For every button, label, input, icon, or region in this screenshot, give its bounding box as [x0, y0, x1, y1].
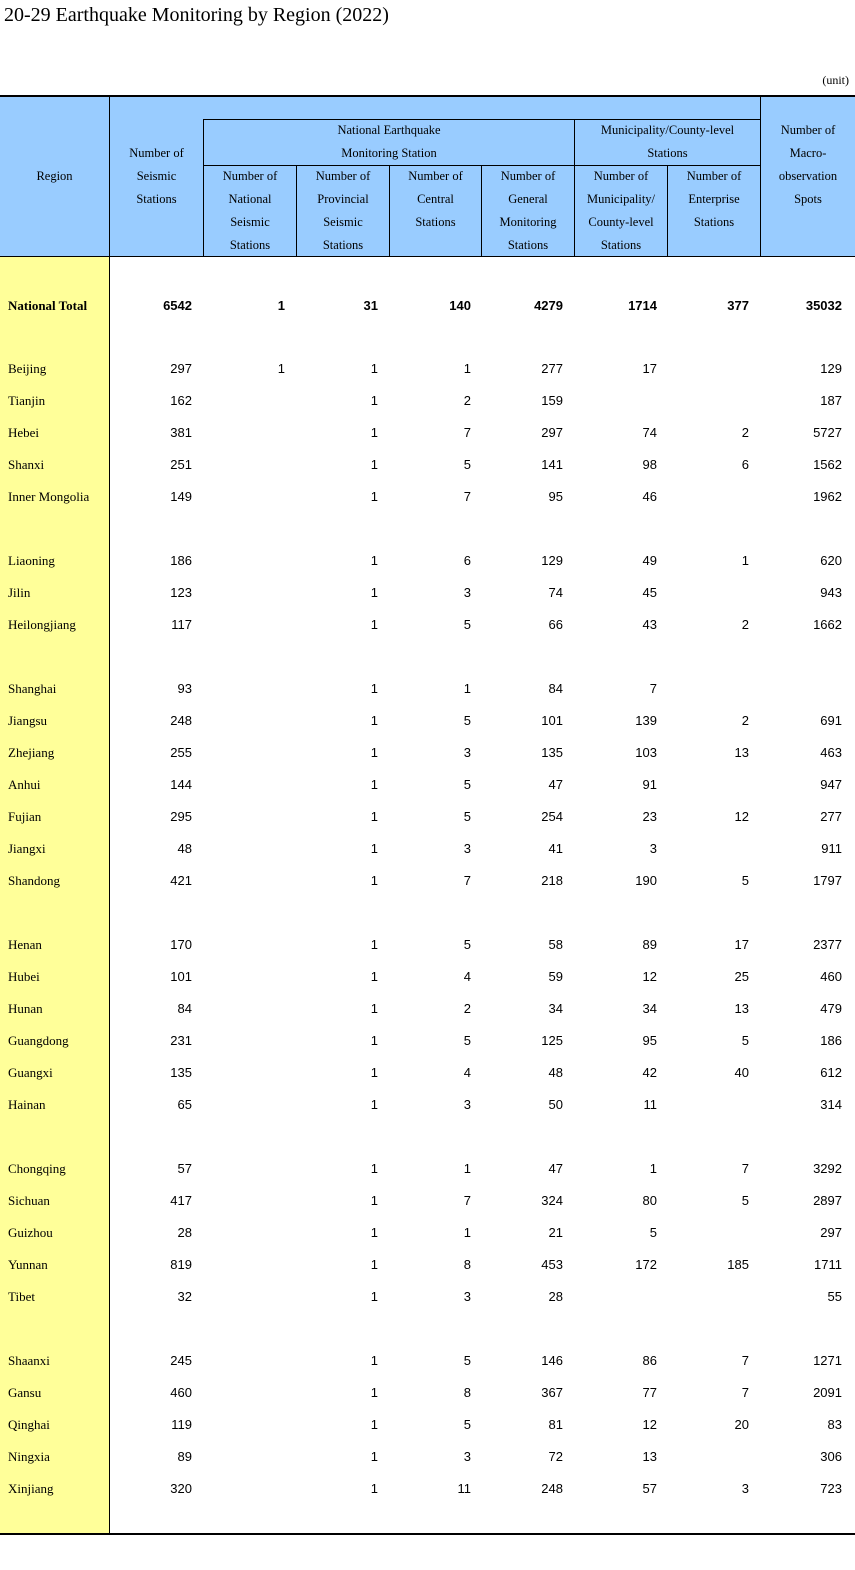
table-cell: 7 [463, 1193, 471, 1208]
table-row [0, 775, 855, 795]
region-name: Shanxi [8, 457, 45, 472]
table-cell: 95 [548, 489, 563, 504]
table-cell: 45 [642, 585, 657, 600]
table-cell: 245 [170, 1353, 192, 1368]
table-cell: 89 [177, 1449, 192, 1464]
table-cell: 40 [734, 1065, 749, 1080]
header-seismic-stations: Number of Seismic Stations [129, 146, 184, 206]
region-name: Henan [8, 937, 42, 952]
table-row [0, 807, 855, 827]
region-name: Guizhou [8, 1225, 53, 1240]
table-cell: 2 [463, 1001, 471, 1016]
header-provincial-seismic: Number of Provincial Seismic Stations [315, 169, 371, 252]
table-cell: 13 [734, 1001, 749, 1016]
table-cell: 1662 [813, 617, 842, 632]
table-cell: 314 [820, 1097, 842, 1112]
table-cell: 3 [649, 841, 657, 856]
table-cell: 50 [548, 1097, 563, 1112]
table-row [0, 1415, 855, 1435]
table-cell: 6542 [163, 298, 192, 313]
table-cell: 34 [548, 1001, 563, 1016]
table-cell: 144 [170, 777, 192, 792]
region-name: Fujian [8, 809, 42, 824]
table-cell: 89 [642, 937, 657, 952]
unit-label: (unit) [822, 73, 849, 87]
table-row [0, 1159, 855, 1179]
region-name: Jilin [8, 585, 31, 600]
table-cell: 186 [170, 553, 192, 568]
table-cell: 324 [541, 1193, 563, 1208]
table-cell: 2091 [813, 1385, 842, 1400]
table-cell: 1 [277, 298, 285, 313]
table-cell: 17 [734, 937, 749, 952]
table-row [0, 615, 855, 635]
table-cell: 13 [734, 745, 749, 760]
table-row [0, 1287, 855, 1307]
table-cell: 3 [463, 1289, 471, 1304]
table-cell: 277 [820, 809, 842, 824]
table-cell: 421 [170, 873, 192, 888]
table-cell: 5 [741, 1033, 749, 1048]
table-cell: 947 [820, 777, 842, 792]
table-cell: 1 [370, 1193, 378, 1208]
header-general: Number of General Monitoring Stations [499, 169, 557, 252]
table-cell: 723 [820, 1481, 842, 1496]
table-row [0, 359, 855, 379]
table-cell: 28 [177, 1225, 192, 1240]
table-cell: 1 [463, 361, 471, 376]
table-cell: 231 [170, 1033, 192, 1048]
table-cell: 460 [170, 1385, 192, 1400]
table-cell: 72 [548, 1449, 563, 1464]
table-cell: 463 [820, 745, 842, 760]
table-cell: 11 [457, 1481, 471, 1496]
table-cell: 91 [642, 777, 657, 792]
table-row [0, 935, 855, 955]
table-cell: 185 [727, 1257, 749, 1272]
table-cell: 819 [170, 1257, 192, 1272]
table-cell: 170 [170, 937, 192, 952]
table-cell: 7 [741, 1385, 749, 1400]
region-name: Guangdong [8, 1033, 69, 1048]
table-row [0, 1255, 855, 1275]
table-cell: 48 [177, 841, 192, 856]
table-cell: 66 [548, 617, 563, 632]
page-title: 20-29 Earthquake Monitoring by Region (2022) [4, 4, 389, 26]
table-cell: 218 [541, 873, 563, 888]
table-cell: 1 [370, 585, 378, 600]
table-row [0, 967, 855, 987]
table-cell: 1 [370, 1353, 378, 1368]
region-name: Chongqing [8, 1161, 66, 1176]
table-cell: 125 [541, 1033, 563, 1048]
table-cell: 1 [370, 1097, 378, 1112]
table-cell: 23 [642, 809, 657, 824]
table-cell: 123 [170, 585, 192, 600]
region-name: Shandong [8, 873, 60, 888]
table-cell: 7 [463, 425, 471, 440]
table-cell: 417 [170, 1193, 192, 1208]
table-cell: 74 [548, 585, 563, 600]
region-name: Hebei [8, 425, 40, 440]
table-cell: 620 [820, 553, 842, 568]
total-row [0, 296, 855, 316]
table-cell: 297 [170, 361, 192, 376]
table-cell: 1 [370, 1225, 378, 1240]
table-cell: 135 [541, 745, 563, 760]
table-cell: 297 [541, 425, 563, 440]
table-cell: 80 [642, 1193, 657, 1208]
table-cell: 139 [635, 713, 657, 728]
table-cell: 5 [649, 1225, 657, 1240]
table-cell: 3 [463, 745, 471, 760]
table-cell: 3 [463, 585, 471, 600]
table-cell: 46 [642, 489, 657, 504]
table-cell: 2 [463, 393, 471, 408]
region-name: Sichuan [8, 1193, 50, 1208]
table-cell: 17 [642, 361, 657, 376]
table-cell: 1 [370, 1257, 378, 1272]
table-cell: 6 [741, 457, 749, 472]
table-row [0, 679, 855, 699]
table-cell: 1 [463, 1225, 471, 1240]
table-row [0, 1479, 855, 1499]
table-cell: 5 [463, 777, 471, 792]
table-cell: 1 [463, 1161, 471, 1176]
table-row [0, 391, 855, 411]
table-cell: 42 [642, 1065, 657, 1080]
region-name: Gansu [8, 1385, 42, 1400]
table-cell: 13 [642, 1449, 657, 1464]
table-cell: 1 [370, 457, 378, 472]
table-cell: 377 [727, 298, 749, 313]
region-name: Xinjiang [8, 1481, 54, 1496]
table-cell: 5 [463, 1033, 471, 1048]
table-header [0, 97, 855, 257]
table-cell: 119 [171, 1417, 192, 1432]
table-cell: 77 [642, 1385, 657, 1400]
table-cell: 1 [370, 617, 378, 632]
table-cell: 25 [734, 969, 749, 984]
table-cell: 12 [642, 969, 657, 984]
table-cell: 1 [277, 361, 285, 376]
table-cell: 101 [541, 713, 563, 728]
table-row [0, 455, 855, 475]
table-cell: 48 [548, 1065, 563, 1080]
table-cell: 58 [548, 937, 563, 952]
table-cell: 2377 [813, 937, 842, 952]
table-cell: 251 [170, 457, 192, 472]
table-cell: 172 [635, 1257, 657, 1272]
header-region: Region [36, 169, 73, 183]
table-cell: 911 [821, 841, 842, 856]
header-enterprise: Number of Enterprise Stations [686, 169, 742, 229]
table-cell: 1 [370, 361, 378, 376]
table-cell: 135 [170, 1065, 192, 1080]
table-cell: 381 [170, 425, 192, 440]
table-cell: 6 [463, 553, 471, 568]
header-municipal-group: Municipality/County-level Stations [600, 123, 735, 160]
region-name: Yunnan [8, 1257, 48, 1272]
table-cell: 49 [642, 553, 657, 568]
table-bottom-rule [0, 1533, 855, 1535]
table-cell: 47 [548, 1161, 563, 1176]
table-cell: 101 [170, 969, 192, 984]
table-cell: 43 [642, 617, 657, 632]
header-national-group: National Earthquake Monitoring Station [337, 123, 441, 160]
table-cell: 1 [370, 425, 378, 440]
table-cell: 297 [820, 1225, 842, 1240]
table-cell: 74 [642, 425, 657, 440]
table-row [0, 1031, 855, 1051]
table-cell: 59 [548, 969, 563, 984]
table-cell: 1 [370, 1033, 378, 1048]
table-cell: 86 [642, 1353, 657, 1368]
table-cell: 1 [370, 1065, 378, 1080]
table-row [0, 999, 855, 1019]
table-cell: 2 [741, 425, 749, 440]
table-cell: 129 [541, 553, 563, 568]
region-name: Heilongjiang [8, 617, 76, 632]
table-cell: 1 [370, 553, 378, 568]
table-cell: 1 [370, 969, 378, 984]
table-cell: 1 [370, 777, 378, 792]
table-cell: 254 [541, 809, 563, 824]
table-cell: 47 [548, 777, 563, 792]
table-cell: 5 [741, 873, 749, 888]
region-name: Qinghai [8, 1417, 50, 1432]
table-row [0, 423, 855, 443]
table-cell: 1 [463, 681, 471, 696]
table-row [0, 551, 855, 571]
region-name: Jiangxi [8, 841, 46, 856]
table-cell: 255 [170, 745, 192, 760]
table-row [0, 1191, 855, 1211]
table-cell: 5 [463, 617, 471, 632]
table-row [0, 711, 855, 731]
table-cell: 21 [548, 1225, 563, 1240]
table-cell: 691 [820, 713, 842, 728]
table-cell: 41 [548, 841, 563, 856]
region-name: Liaoning [8, 553, 55, 568]
table-row [0, 583, 855, 603]
table-cell: 5 [463, 713, 471, 728]
region-name: Beijing [8, 361, 47, 376]
table-cell: 2 [741, 617, 749, 632]
table-cell: 1714 [628, 298, 657, 313]
table-row [0, 1063, 855, 1083]
table-cell: 98 [642, 457, 657, 472]
table-cell: 1 [370, 1481, 378, 1496]
table-cell: 295 [170, 809, 192, 824]
table-cell: 5 [463, 1417, 471, 1432]
table-cell: 187 [820, 393, 842, 408]
table-cell: 1711 [814, 1257, 842, 1272]
table-cell: 1797 [813, 873, 842, 888]
table-cell: 20 [734, 1417, 749, 1432]
table-cell: 28 [548, 1289, 563, 1304]
region-name: Zhejiang [8, 745, 55, 760]
table-cell: 943 [820, 585, 842, 600]
table-cell: 84 [548, 681, 563, 696]
table-cell: 3 [463, 1097, 471, 1112]
region-name: Shanghai [8, 681, 57, 696]
region-name: Inner Mongolia [8, 489, 90, 504]
table-cell: 149 [170, 489, 192, 504]
table-cell: 1 [370, 681, 378, 696]
table-row [0, 1351, 855, 1371]
table-cell: 1 [370, 937, 378, 952]
table-cell: 32 [177, 1289, 192, 1304]
table-cell: 1 [370, 1417, 378, 1432]
table-cell: 4 [463, 1065, 471, 1080]
table-cell: 3 [463, 1449, 471, 1464]
table-cell: 460 [820, 969, 842, 984]
table-cell: 55 [827, 1289, 842, 1304]
table-cell: 2 [741, 713, 749, 728]
table-cell: 159 [541, 393, 563, 408]
header-municipal-county: Number of Municipality/ County-level Stations [586, 169, 656, 252]
table-cell: 1 [370, 713, 378, 728]
header-central: Number of Central Stations [408, 169, 463, 229]
table-cell: 146 [541, 1353, 563, 1368]
table-cell: 248 [541, 1481, 563, 1496]
table-cell: 3 [463, 841, 471, 856]
region-name: Hunan [8, 1001, 43, 1016]
region-name: Anhui [8, 777, 41, 792]
table-cell: 3 [741, 1481, 749, 1496]
table-cell: 4 [463, 969, 471, 984]
table-cell: 1 [370, 1449, 378, 1464]
table-cell: 1 [370, 1289, 378, 1304]
region-name: Guangxi [8, 1065, 53, 1080]
table-row [0, 1447, 855, 1467]
table-cell: 57 [642, 1481, 657, 1496]
table-cell: 65 [177, 1097, 192, 1112]
table-cell: 320 [170, 1481, 192, 1496]
table-cell: 83 [827, 1417, 842, 1432]
table-cell: 103 [635, 745, 657, 760]
table-cell: 5 [463, 1353, 471, 1368]
region-name: National Total [8, 298, 88, 313]
table-cell: 367 [541, 1385, 563, 1400]
table-cell: 7 [741, 1161, 749, 1176]
table-row [0, 871, 855, 891]
table-row [0, 743, 855, 763]
table-cell: 7 [741, 1353, 749, 1368]
table-cell: 1 [370, 1385, 378, 1400]
table-cell: 8 [463, 1385, 471, 1400]
region-name: Hainan [8, 1097, 46, 1112]
table-cell: 1 [649, 1161, 657, 1176]
table-cell: 5 [741, 1193, 749, 1208]
table-cell: 11 [643, 1097, 657, 1112]
table-cell: 3292 [813, 1161, 842, 1176]
table-cell: 31 [363, 298, 378, 313]
table-cell: 5 [463, 809, 471, 824]
table-cell: 140 [449, 298, 471, 313]
table-cell: 8 [463, 1257, 471, 1272]
table-cell: 479 [820, 1001, 842, 1016]
region-name: Tianjin [8, 393, 46, 408]
table-cell: 5 [463, 937, 471, 952]
table-cell: 12 [734, 809, 749, 824]
table-cell: 453 [541, 1257, 563, 1272]
header-macro-observation: Number of Macro- observation Spots [778, 123, 838, 206]
table-cell: 1 [370, 1161, 378, 1176]
region-column-divider [109, 257, 110, 1534]
table-row [0, 839, 855, 859]
region-name: Hubei [8, 969, 40, 984]
table-cell: 35032 [805, 298, 842, 313]
table-cell: 1 [370, 809, 378, 824]
table-cell: 1 [741, 553, 749, 568]
header-national-seismic: Number of National Seismic Stations [222, 169, 278, 252]
table-cell: 1271 [813, 1353, 842, 1368]
table-cell: 84 [177, 1001, 192, 1016]
region-name: Tibet [8, 1289, 35, 1304]
table-cell: 141 [541, 457, 563, 472]
table-cell: 7 [463, 873, 471, 888]
region-name: Shaanxi [8, 1353, 50, 1368]
table-cell: 1 [370, 393, 378, 408]
table-cell: 1 [370, 745, 378, 760]
table-cell: 612 [820, 1065, 842, 1080]
table-cell: 162 [170, 393, 192, 408]
table-cell: 1962 [813, 489, 842, 504]
table-cell: 186 [820, 1033, 842, 1048]
table-cell: 81 [548, 1417, 563, 1432]
table-row [0, 1223, 855, 1243]
table-cell: 117 [171, 617, 192, 632]
table-cell: 277 [541, 361, 563, 376]
table-cell: 129 [820, 361, 842, 376]
table-cell: 1 [370, 873, 378, 888]
region-name: Ningxia [8, 1449, 50, 1464]
table-cell: 93 [177, 681, 192, 696]
table-row [0, 1095, 855, 1115]
region-name: Jiangsu [8, 713, 47, 728]
table-cell: 1 [370, 841, 378, 856]
table-cell: 7 [649, 681, 657, 696]
table-cell: 1 [370, 489, 378, 504]
table-cell: 12 [642, 1417, 657, 1432]
table-cell: 7 [463, 489, 471, 504]
table-cell: 95 [642, 1033, 657, 1048]
table-row [0, 487, 855, 507]
table-cell: 190 [635, 873, 657, 888]
table-cell: 306 [820, 1449, 842, 1464]
table-cell: 5727 [813, 425, 842, 440]
region-column-shade [0, 257, 109, 1534]
table-cell: 4279 [534, 298, 563, 313]
table-cell: 2897 [813, 1193, 842, 1208]
table-cell: 1 [370, 1001, 378, 1016]
table-cell: 34 [642, 1001, 657, 1016]
table-cell: 57 [177, 1161, 192, 1176]
table-cell: 5 [463, 457, 471, 472]
table-row [0, 1383, 855, 1403]
table-cell: 1562 [813, 457, 842, 472]
table-cell: 248 [170, 713, 192, 728]
